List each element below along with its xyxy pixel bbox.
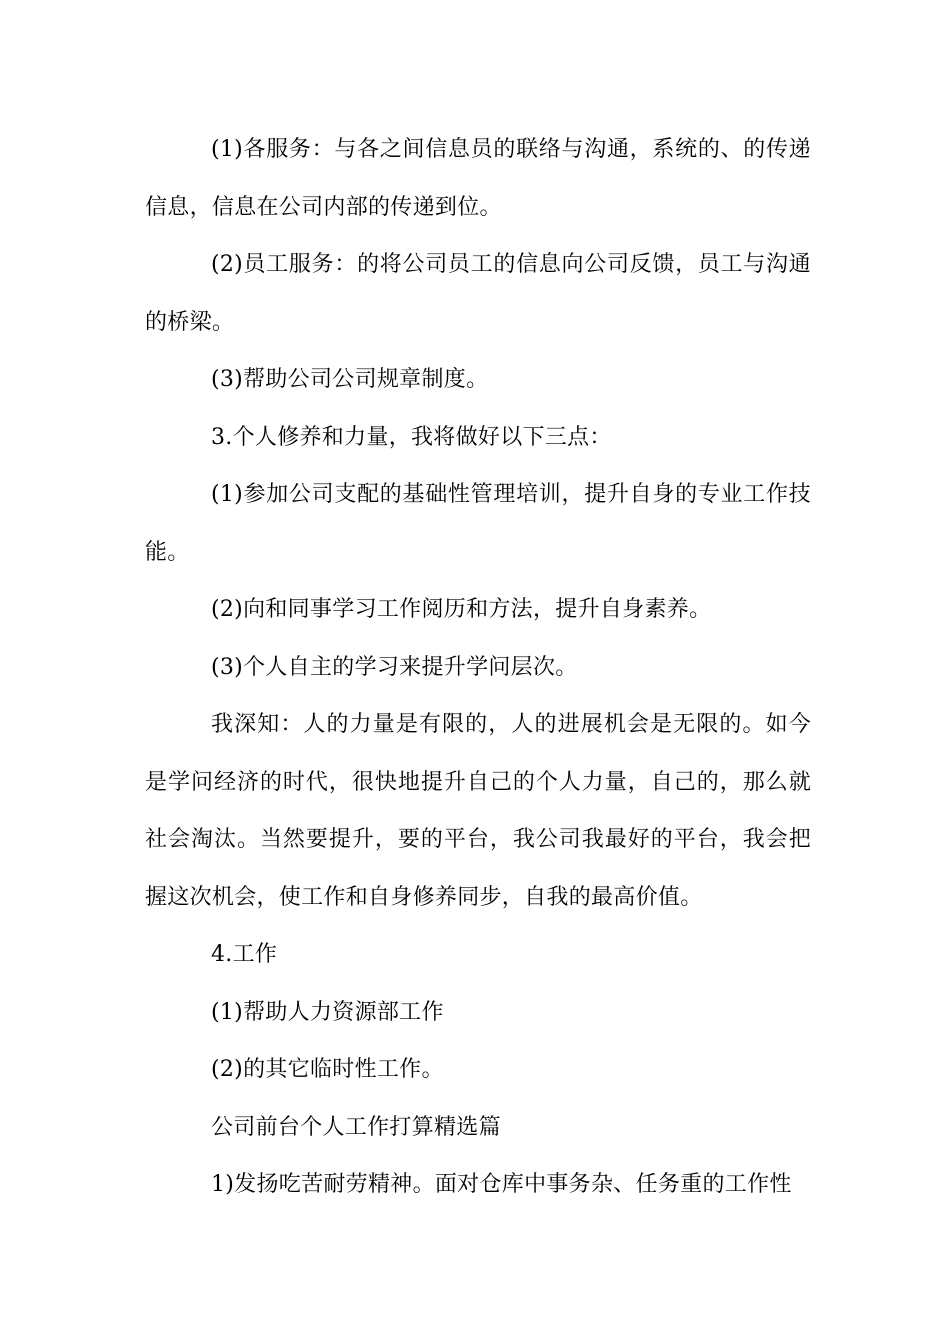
paragraph-temp-work: (2)的其它临时性工作。 <box>211 1057 444 1082</box>
paragraph-info-service: (1)各服务：与各之间信息员的联络与沟通，系统的、的传递信息，信息在公司内部的传递到位。 <box>145 137 811 220</box>
section-heading-personal-ability: 3.个人修养和力量，我将做好以下三点： <box>211 424 612 450</box>
document-body <box>145 121 811 1214</box>
paragraph-employee-service: (2)员工服务：的将公司员工的信息向公司反馈，员工与沟通的桥梁。 <box>145 252 811 335</box>
paragraph-rules: (3)帮助公司公司规章制度。 <box>211 367 489 392</box>
paragraph-self-study: (3)个人自主的学习来提升学问层次。 <box>211 654 578 680</box>
paragraph-reflection: 我深知：人的力量是有限的，人的进展机会是无限的。如今是学问经济的时代，很快地提升自己的个人力量，自己的，那么就社会淘汰。当然要提升，要的平台，我公司我最好的平台，我会把握这次机会，使工作和自身修养同步，自我的最高价值。 <box>145 712 811 910</box>
section-title-front-desk-plan: 公司前台个人工作打算精选篇 <box>211 1114 501 1140</box>
paragraph-hr-assist: (1)帮助人力资源部工作 <box>211 999 444 1025</box>
paragraph-hardworking: 1)发扬吃苦耐劳精神。面对仓库中事务杂、任务重的工作性 <box>211 1172 792 1197</box>
paragraph-training: (1)参加公司支配的基础性管理培训，提升自身的专业工作技能。 <box>145 482 811 565</box>
section-heading-work: 4.工作 <box>211 942 278 967</box>
paragraph-learn-from-colleagues: (2)向和同事学习工作阅历和方法，提升自身素养。 <box>211 597 712 622</box>
